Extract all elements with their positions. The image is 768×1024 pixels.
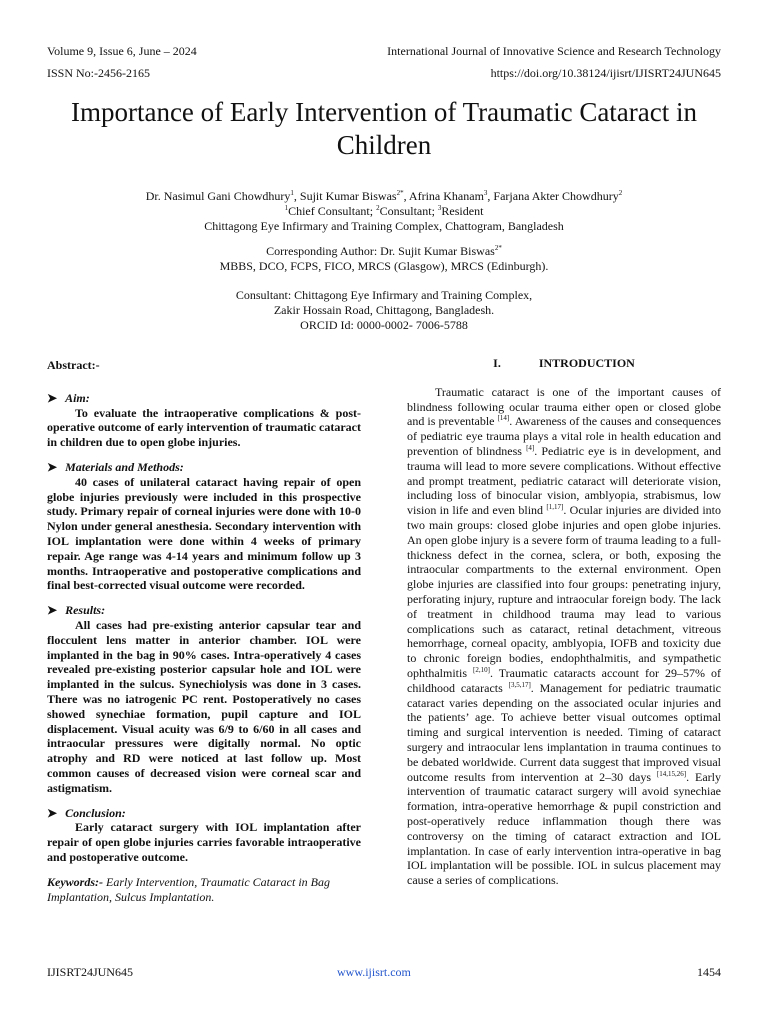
arrow-bullet-icon: ➤ [47, 459, 58, 474]
volume-info: Volume 9, Issue 6, June – 2024 [47, 44, 197, 58]
results-heading: ➤ Results: [47, 603, 106, 618]
doi-link[interactable]: https://doi.org/10.38124/ijisrt/IJISRT24JUN645 [490, 66, 721, 80]
author-4: , Farjana Akter Chowdhury [487, 189, 619, 203]
address-block [40, 288, 728, 333]
author-block [40, 189, 728, 234]
address-line-1: Consultant: Chittagong Eye Infirmary and Training Complex, [235, 288, 533, 302]
results-text: All cases had pre-existing anterior capsular tear and flocculent lens matter in anterior chamber. IOL were implanted in the bag in 90% cases. Intra-operatively 4 cases revealed pre-existing posterior capsular hole and IOL were implanted in the sulcus. Synechiolysis was done in 3 cases. There was no iatrogenic PC rent. Postoperatively no cases showed synechiae formation, pupil capture and IOL displacement. Visual acuity was 6/9 to 6/60 in all cases and intraocular pressures were digitally normal. No optic atrophy and RD were noticed at last follow up. Most common causes of decreased vision were corneal scar and astigmatism. [47, 617, 361, 795]
conclusion-heading: ➤ Conclusion: [47, 805, 126, 820]
keywords-label: Keywords:- [47, 874, 103, 889]
methods-text: 40 cases of unilateral cataract having repair of open globe injuries previously were included in this prospective study. Primary repair of corneal injuries were done with 10-0 Nylon under general anesthesia. Secondary intervention with IOL implantation were done within 4 weeks of primary repair. Age range was 4-14 years and minimum follow up 3 months. Intraoperative and postoperative complications and final best-corrected visual outcome were recorded. [47, 474, 361, 593]
author-list: Dr. Nasimul Gani Chowdhury$^1$, Sujit Kumar Biswas$^{2*}$, Afrina Khanam$^3$, Farjana Akter Chowdhury$^2$ [145, 189, 623, 203]
author-degrees: MBBS, DCO, FCPS, FICO, MRCS (Glasgow), MRCS (Edinburgh). [219, 259, 549, 273]
conclusion-text: Early cataract surgery with IOL implantation after repair of open globe injuries carries favorable intraoperative and postoperative outcome. [47, 820, 361, 864]
footer-page-number: 1454 [697, 965, 721, 979]
author-3: , Afrina Khanam [403, 189, 484, 203]
aim-text: To evaluate the intraoperative complications & post-operative outcome of early intervention of traumatic cataract in children due to open globe injuries. [47, 405, 361, 450]
citation: [2,10] [473, 665, 490, 674]
orcid: ORCID Id: 0000-0002- 7006-5788 [300, 318, 468, 332]
issn: ISSN No:-2456-2165 [47, 66, 151, 80]
author-1: Dr. Nasimul Gani Chowdhury [145, 189, 291, 203]
keywords-text: Early Intervention, Traumatic Cataract in Bag Implantation, Sulcus Implantation. [47, 874, 330, 904]
affiliation: Chittagong Eye Infirmary and Training Complex, Chattogram, Bangladesh [204, 219, 564, 233]
citation: [3,5,17] [508, 680, 531, 689]
footer-paper-code: IJISRT24JUN645 [47, 965, 133, 979]
abstract-column [47, 358, 361, 904]
corresponding-author-block: Corresponding Author: Dr. Sujit Kumar Biswas$^{2*}$ MBBS, DCO, FCPS, FICO, MRCS (Glasgow), MRCS (Edinburgh). [40, 244, 728, 274]
address-line-2: Zakir Hossain Road, Chittagong, Bangladesh. [273, 303, 495, 317]
footer-site-link[interactable]: www.ijisrt.com [337, 965, 411, 979]
journal-name: International Journal of Innovative Science and Research Technology [387, 44, 721, 58]
introduction-column [407, 356, 721, 888]
abstract-heading: Abstract:- [47, 358, 100, 372]
keywords [47, 875, 361, 905]
introduction-heading: I. INTRODUCTION [493, 356, 635, 370]
author-2: , Sujit Kumar Biswas [293, 189, 397, 203]
aim-heading: ➤ Aim: [47, 390, 90, 405]
corresponding-author: Corresponding Author: Dr. Sujit Kumar Biswas [266, 244, 495, 258]
citation: [4] [526, 443, 535, 452]
arrow-bullet-icon: ➤ [47, 603, 58, 618]
methods-heading: ➤ Materials and Methods: [47, 459, 184, 474]
introduction-text: Traumatic cataract is one of the important causes of blindness following ocular trauma either open or closed globe and is preventable [14]. Awareness of the causes and consequences of pediatric eye trauma plays a vital role in health education and prevention of blindness [4]. Pediatric eye is in development, and trauma will lead to more severe complications. Without effective and prompt treatment, pediatric cataract will deteriorate vision, including loss of binocular vision, amblyopia, strabismus, low vision in life and even blind [1,17]. Ocular injuries are divided into two main groups: closed globe injuries and open globe injuries. An open globe injury is a severe form of trauma leading to a full-thickness defect in the cornea, sclera, or both, exposing the intraocular compartments to the external environment. Open globe injuries are classified into four groups: penetrating injury, perforating injury, rupture and intraocular foreign body. The lack of treatment in childhood trauma may lead to various complications such as cataract, retinal detachment, vitreous hemorrhage, corneal opacity, amblyopia, IOFB and toxicity due to chronic foreign bodies, endophthalmitis, and sympathetic ophthalmitis [2,10]. Traumatic cataracts account for 29–57% of childhood cataracts [3,5,17]. Management for pediatric traumatic cataract varies depending on the associated ocular injuries and the patients’ age. To achieve better visual outcomes optimal timing and surgical intervention is needed. Timing of cataract surgery and intraocular lens implantation in trauma continues to be debated worldwide. Current data suggest that improved visual outcome results from intervention at 2–30 days [14,15,26]. Early intervention of traumatic cataract surgery will avoid synechiae formation, intra-operative hemorrhage & pupil constriction and post-operatively reduce inflammation though there was controversy on the timing of cataract extraction and IOL implantation. In case of early intervention intra-operative in bag IOL implantation will be possible. IOL in sulcus placement may cause a series of complications. [407, 384, 722, 888]
citation: [14,15,26] [656, 769, 687, 778]
arrow-bullet-icon: ➤ [47, 390, 58, 405]
citation: [1,17] [546, 503, 564, 512]
citation: [14] [497, 414, 510, 423]
paper-title: Importance of Early Intervention of Traumatic Cataract in Children [70, 97, 698, 160]
author-roles: $^1$Chief Consultant; $^2$Consultant; $^3$Resident [284, 204, 484, 218]
arrow-bullet-icon: ➤ [47, 805, 58, 820]
